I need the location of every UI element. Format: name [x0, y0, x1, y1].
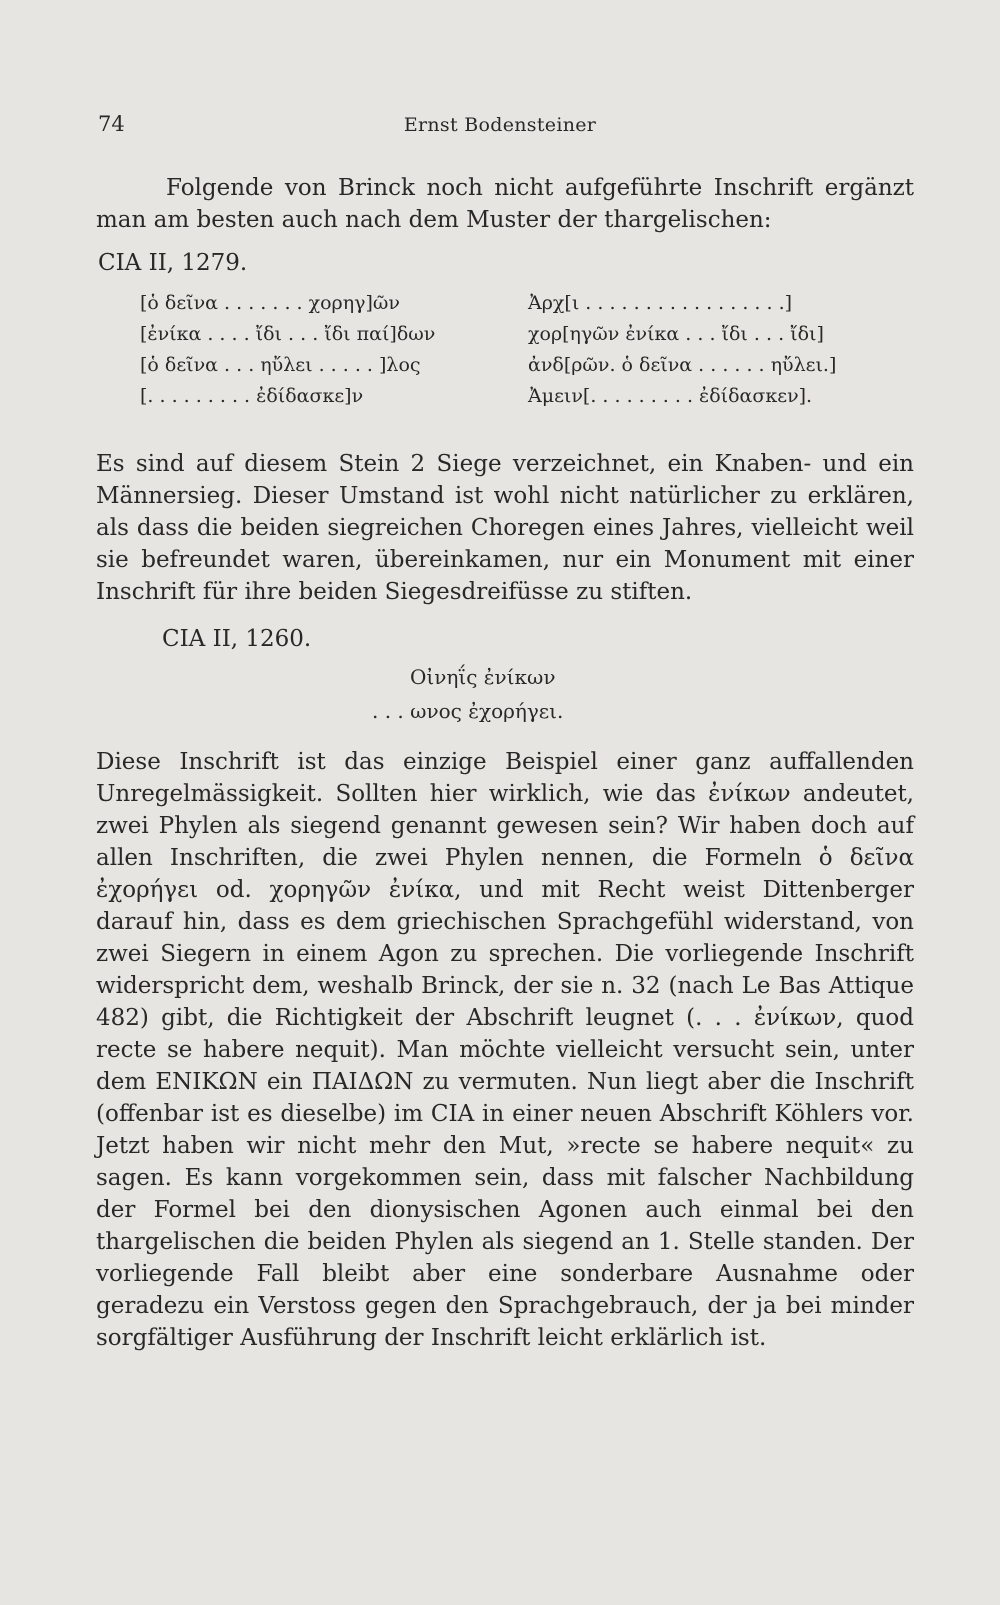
- inscription-right-column: Ἀμειν[. . . . . . . . . ἐδίδασκεν].: [528, 385, 813, 407]
- inscription-right-column: Ἀρχ[ι . . . . . . . . . . . . . . . . .]: [528, 292, 793, 314]
- inscription-2-line: . . . ωνος ἐχορήγει.: [372, 699, 564, 723]
- inscription-right-column: ἀνδ[ρῶν. ὁ δεῖνα . . . . . . ηὔλει.]: [528, 354, 837, 376]
- inscription-row: [140, 292, 880, 323]
- inscription-reference-2: CIA II, 1260.: [162, 626, 312, 652]
- inscription-2-line: Οἰνηΐς ἐνίκων: [410, 665, 556, 689]
- inscription-reference-1: CIA II, 1279.: [98, 250, 248, 276]
- inscription-left-column: [ἐνίκα . . . . ἴδι . . . ἴδι παί]δων: [140, 323, 436, 345]
- inscription-row: [140, 385, 880, 416]
- page-header: [98, 112, 902, 148]
- inscription-1: [140, 292, 880, 416]
- page-number: 74: [98, 112, 125, 136]
- inscription-left-column: [. . . . . . . . . ἐδίδασκε]ν: [140, 385, 364, 407]
- inscription-left-column: [ὁ δεῖνα . . . . . . . χορηγ]ῶν: [140, 292, 400, 314]
- paragraph-irregularity: Diese Inschrift ist das einzige Beispiel einer ganz auffallenden Unregelmässigkeit. Sollten hier wirklich, wie das ἐνίκων andeutet, zwei Phylen als siegend genannt gewesen sein? Wir haben doch auf allen Inschriften, die zwei Phylen nennen, die Formeln ὁ δεῖνα ἐχορήγει od. χορηγῶν ἐνίκα, und mit Recht weist Dittenberger darauf hin, dass es dem griechischen Sprachgefühl widerstand, von zwei Siegern in einem Agon zu sprechen. Die vorliegende Inschrift widerspricht dem, weshalb Brinck, der sie n. 32 (nach Le Bas Attique 482) gibt, die Richtigkeit der Abschrift leugnet (. . . ἐνίκων, quod recte se habere nequit). Man möchte vielleicht versucht sein, unter dem ΕΝΙΚΩΝ ein ΠΑΙΔΩΝ zu vermuten. Nun liegt aber die Inschrift (offenbar ist es dieselbe) im CIA in einer neuen Abschrift Köhlers vor. Jetzt haben wir nicht mehr den Mut, »recte se habere nequit« zu sagen. Es kann vorgekommen sein, dass mit falscher Nachbildung der Formel bei den dionysischen Agonen auch einmal bei den thargelischen die beiden Phylen als siegend an 1. Stelle standen. Der vorliegende Fall bleibt aber eine sonderbare Ausnahme oder geradezu ein Verstoss gegen den Sprachgebrauch, der ja bei minder sorgfältiger Ausführung der Inschrift leicht erklärlich ist.: [96, 749, 914, 1351]
- inscription-row: [140, 323, 880, 354]
- inscription-right-column: χορ[ηγῶν ἐνίκα . . . ἴδι . . . ἴδι]: [528, 323, 824, 345]
- paragraph-two-victories: Es sind auf diesem Stein 2 Siege verzeichnet, ein Knaben- und ein Männersieg. Dieser Umstand ist wohl nicht natürlicher zu erklären, als dass die beiden siegreichen Choregen eines Jahres, vielleicht weil sie befreundet waren, übereinkamen, nur ein Monument mit einer Inschrift für ihre beiden Siegesdreifüsse zu stiften.: [96, 451, 914, 605]
- intro-paragraph: Folgende von Brinck noch nicht aufgeführte Inschrift ergänzt man am besten auch nach dem Muster der thargelischen:: [96, 175, 914, 233]
- inscription-row: [140, 354, 880, 385]
- running-title: Ernst Bodensteiner: [403, 114, 597, 136]
- inscription-left-column: [ὁ δεῖνα . . . ηὔλει . . . . . ]λος: [140, 354, 421, 376]
